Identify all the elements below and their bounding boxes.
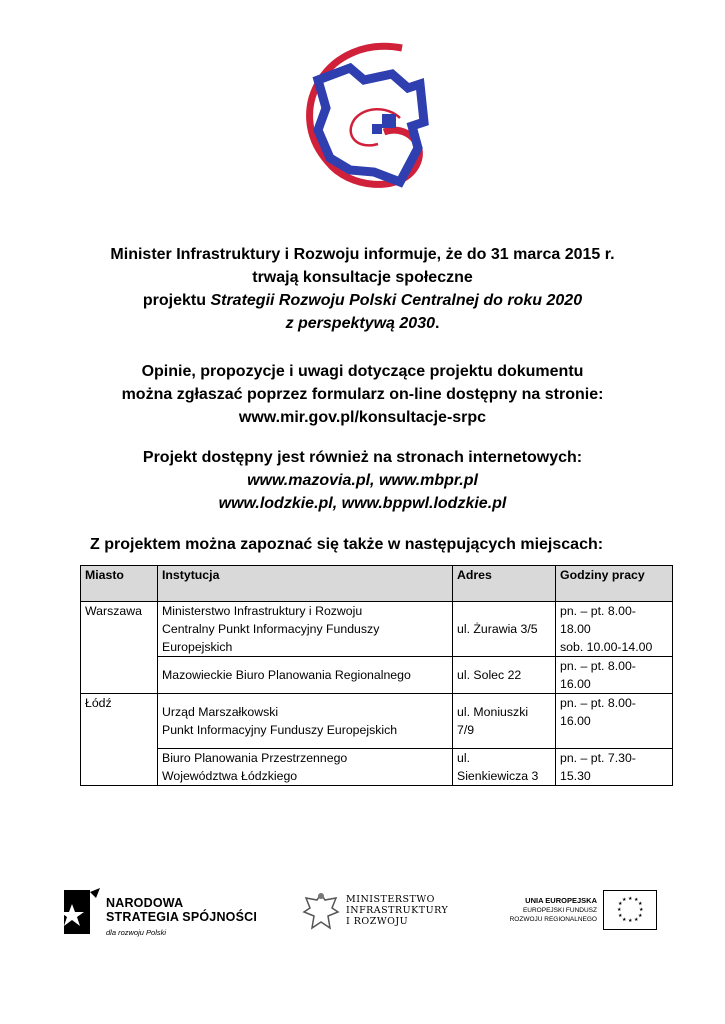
svg-text:★: ★ [638, 913, 643, 919]
svg-text:★: ★ [634, 897, 639, 903]
city-cell: Warszawa [81, 602, 158, 694]
eu-title: UNIA EUROPEJSKA [525, 896, 597, 905]
eu-flag-icon [603, 890, 657, 930]
hours-cell: pn. – pt. 8.00- 16.00 [556, 657, 673, 694]
address-cell: ul. Solec 22 [453, 657, 556, 694]
svg-text:★: ★ [638, 901, 643, 907]
eu-fund: EUROPEJSKI FUNDUSZ [522, 907, 597, 914]
project-title: Strategii Rozwoju Polski Centralnej do roku 2020 [210, 292, 583, 309]
svg-text:★: ★ [622, 897, 627, 903]
places-heading: Z projektem można zapoznać się także w następujących miejscach: [90, 536, 604, 553]
table-row [81, 602, 673, 657]
opinions-line: Opinie, propozycje i uwagi dotyczące projektu dokumentu [141, 363, 584, 380]
eu-logo [500, 890, 660, 940]
table-row [81, 657, 673, 694]
hours-cell: pn. – pt. 8.00- 16.00 [556, 694, 673, 749]
ministry-name: INFRASTRUKTURY [346, 905, 449, 916]
announcement [40, 243, 685, 335]
svg-text:★: ★ [618, 901, 623, 907]
svg-text:★: ★ [618, 913, 623, 919]
table-row [81, 749, 673, 786]
nss-subtitle: dla rozwoju Polski [106, 928, 167, 937]
nss-logo [60, 886, 260, 946]
project-title-cont: z perspektywą 2030 [285, 315, 435, 332]
hours-cell: pn. – pt. 7.30- 15.30 [556, 749, 673, 786]
institution-cell: Urząd Marszałkowski Punkt Informacyjny Funduszy Europejskich [158, 694, 453, 749]
strategy-logo [288, 40, 448, 200]
availability-line: Projekt dostępny jest również na stronach internetowych: [142, 449, 583, 466]
header-address: Adres [453, 566, 556, 602]
eu-fund: ROZWOJU REGIONALNEGO [509, 916, 597, 923]
svg-text:★: ★ [628, 918, 633, 924]
eagle-icon [302, 890, 340, 934]
svg-text:★: ★ [634, 917, 639, 923]
nss-title: NARODOWA [106, 896, 184, 910]
svg-text:★: ★ [639, 907, 644, 913]
ministry-name: I ROZWOJU [346, 916, 409, 927]
opinions-line: można zgłaszać poprzez formularz on-line dostępny na stronie: [121, 386, 604, 403]
address-cell: ul. Moniuszki 7/9 [453, 694, 556, 749]
opinions-section [40, 360, 685, 429]
website-links[interactable]: www.lodzkie.pl, www.bppwl.lodzkie.pl [218, 495, 507, 512]
website-links[interactable]: www.mazovia.pl, www.mbpr.pl [247, 472, 478, 489]
city-cell: Łódź [81, 694, 158, 786]
address-cell: ul. Sienkiewicza 3 [453, 749, 556, 786]
nss-title: STRATEGIA SPÓJNOŚCI [106, 910, 258, 924]
availability-section [40, 446, 685, 515]
svg-text:★: ★ [622, 917, 627, 923]
table-header-row [81, 566, 673, 602]
hours-cell: pn. – pt. 8.00- 18.00 sob. 10.00-14.00 [556, 602, 673, 657]
announcement-line: z perspektywą 2030. [285, 315, 440, 332]
table-row [81, 694, 673, 749]
consultation-link[interactable]: www.mir.gov.pl/konsultacje-srpc [238, 409, 487, 426]
ministry-name: MINISTERSTWO [346, 894, 435, 905]
announcement-line: projektu Strategii Rozwoju Polski Centralnej do roku 2020 [142, 292, 583, 309]
announcement-line: Minister Infrastruktury i Rozwoju informuje, że do 31 marca 2015 r. [110, 246, 615, 263]
header-institution: Instytucja [158, 566, 453, 602]
institution-cell: Mazowieckie Biuro Planowania Regionalnego [158, 657, 453, 694]
svg-text:★: ★ [628, 896, 633, 902]
address-cell: ul. Żurawia 3/5 [453, 602, 556, 657]
header-city: Miasto [81, 566, 158, 602]
footer-logos [0, 880, 725, 950]
header-hours: Godziny pracy [556, 566, 673, 602]
ministry-logo [302, 890, 462, 940]
institution-cell: Ministerstwo Infrastruktury i Rozwoju Centralny Punkt Informacyjny Funduszy Europejskich [158, 602, 453, 657]
places-table [80, 565, 673, 786]
star-icon [60, 886, 100, 938]
announcement-line: trwają konsultacje społeczne [252, 269, 473, 286]
svg-text:★: ★ [617, 907, 622, 913]
institution-cell: Biuro Planowania Przestrzennego Województwa Łódzkiego [158, 749, 453, 786]
